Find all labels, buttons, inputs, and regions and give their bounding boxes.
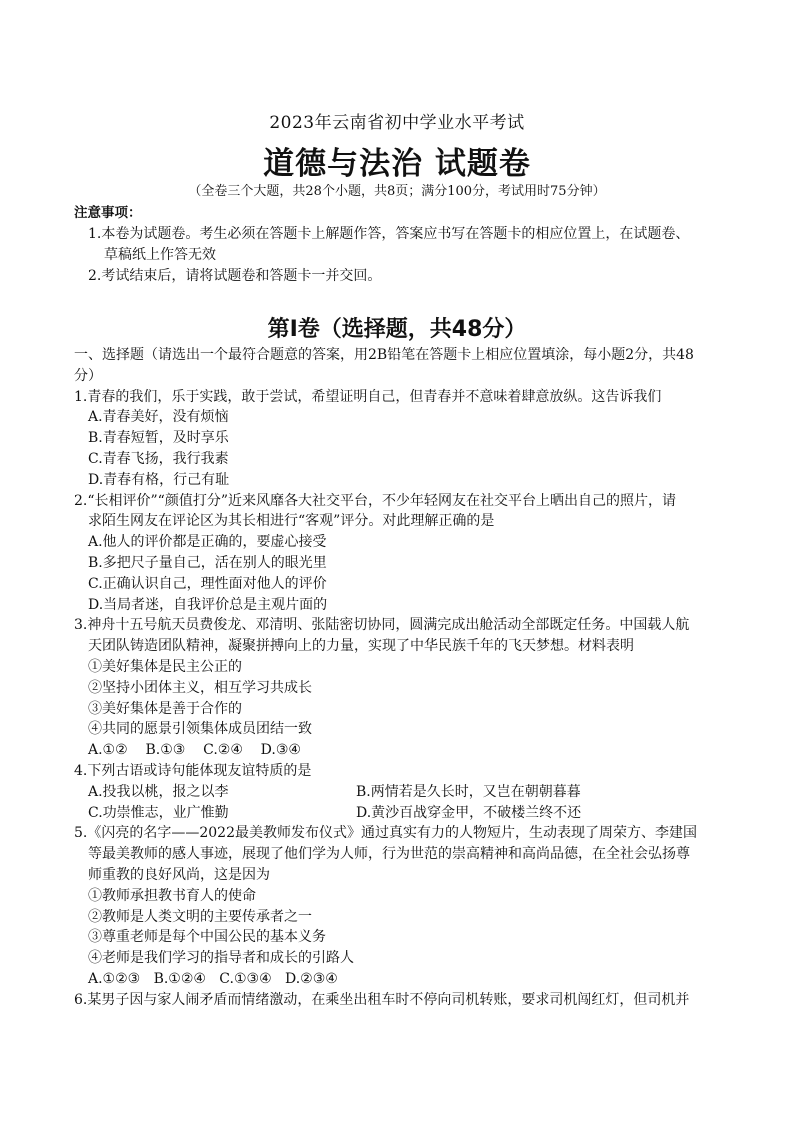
option-a: A.投我以桃，报之以李 <box>88 783 229 800</box>
question-3 <box>74 615 736 761</box>
question-stem-continued: 求陌生网友在评论区为其长相进行“客观”评分。对此理解正确的是 <box>88 513 495 530</box>
question-stem-continued: 等最美教师的感人事迹，展现了他们学为人师，行为世范的崇高精神和高尚品德，在全社会弘扬尊 <box>88 846 690 863</box>
subject-title: 道德与法治 试题卷 <box>263 146 531 182</box>
question-stem: 1.青春的我们，乐于实践，敢于尝试，希望证明自己，但青春并不意味着肆意放纵。这告诉我们 <box>74 388 662 405</box>
statement-1: ①美好集体是民主公正的 <box>88 658 242 675</box>
question-4 <box>74 761 736 823</box>
notice-section <box>74 203 734 287</box>
option-c: C.功崇惟志，业广惟勤 <box>88 804 229 821</box>
option-d: D.当局者迷，自我评价总是主观片面的 <box>88 596 328 613</box>
question-stem: 2.“长相评价”“颜值打分”近来风靡各大社交平台，不少年轻网友在社交平台上晒出自己的照片，请 <box>74 492 676 509</box>
exam-title: 2023年云南省初中学业水平考试 <box>269 113 525 133</box>
option-b: B.多把尺子量自己，活在别人的眼光里 <box>88 554 327 571</box>
statement-4: ④共同的愿景引领集体成员团结一致 <box>88 721 312 738</box>
statement-3: ③美好集体是善于合作的 <box>88 700 242 717</box>
statement-2: ②坚持小团体主义，相互学习共成长 <box>88 679 312 696</box>
question-stem: 5.《闪亮的名字——2022最美教师发布仪式》通过真实有力的人物短片，生动表现了周荣方、李建国 <box>74 825 697 842</box>
question-1 <box>74 387 736 491</box>
section-instruction: 一、选择题（请选出一个最符合题意的答案，用2B铅笔在答题卡上相应位置填涂，每小题2分，共48 <box>74 347 694 363</box>
part-title: 第Ⅰ卷（选择题，共48分） <box>267 317 527 342</box>
option-row <box>74 782 736 803</box>
statement-3: ③尊重老师是每个中国公民的基本义务 <box>88 929 326 946</box>
exam-info: （全卷三个大题，共28个小题，共8页；满分100分，考试用时75分钟） <box>188 184 606 199</box>
question-stem-continued: 师重教的良好风尚，这是因为 <box>88 866 270 883</box>
notice-item-continuation: 草稿纸上作答无效 <box>104 247 216 263</box>
notice-item-number: 1. <box>88 226 102 242</box>
section-instruction-continued: 分） <box>74 367 102 384</box>
notice-title: 注意事项： <box>74 205 142 221</box>
option-a: A.他人的评价都是正确的，要虚心接受 <box>88 534 327 551</box>
option-d: D.青春有格，行己有耻 <box>88 471 230 488</box>
option-row <box>74 803 736 824</box>
answer-choices: A.①②③ B.①②④ C.①③④ D.②③④ <box>88 970 338 987</box>
notice-item-text: 本卷为试题卷。考生必须在答题卡上解题作答，答案应书写在答题卡的相应位置上，在试题卷、 <box>101 226 690 242</box>
option-d: D.黄沙百战穿金甲，不破楼兰终不还 <box>356 804 582 821</box>
question-stem-continued: 天团队铸造团队精神，凝聚拼搏向上的力量，实现了中华民族千年的飞天梦想。材料表明 <box>88 638 634 655</box>
option-b: B.两情若是久长时，又岂在朝朝暮暮 <box>356 783 581 800</box>
option-b: B.青春短暂，及时享乐 <box>88 430 229 447</box>
question-stem: 4.下列古语或诗句能体现友谊特质的是 <box>74 762 312 779</box>
notice-item <box>74 266 734 287</box>
notice-item-text: 考试结束后，请将试题卷和答题卡一并交回。 <box>101 268 382 284</box>
statement-1: ①教师承担教书育人的使命 <box>88 887 256 904</box>
question-2 <box>74 491 736 616</box>
question-stem: 6.某男子因与家人闹矛盾而情绪激动，在乘坐出租车时不停向司机转账，要求司机闯红灯，但司机并 <box>74 991 690 1008</box>
questions-section <box>74 345 736 1011</box>
notice-item <box>74 224 734 266</box>
option-c: C.青春飞扬，我行我素 <box>88 450 229 467</box>
question-6 <box>74 990 736 1011</box>
statement-4: ④老师是我们学习的指导者和成长的引路人 <box>88 950 354 967</box>
notice-item-number: 2. <box>88 268 102 284</box>
option-a: A.青春美好，没有烦恼 <box>88 409 229 426</box>
option-c: C.正确认识自己，理性面对他人的评价 <box>88 575 327 592</box>
statement-2: ②教师是人类文明的主要传承者之一 <box>88 908 312 925</box>
question-stem: 3.神舟十五号航天员费俊龙、邓清明、张陆密切协同，圆满完成出舱活动全部既定任务。中国载人航 <box>74 617 690 634</box>
answer-choices: A.①② B.①③ C.②④ D.③④ <box>88 742 301 759</box>
question-5 <box>74 823 736 989</box>
